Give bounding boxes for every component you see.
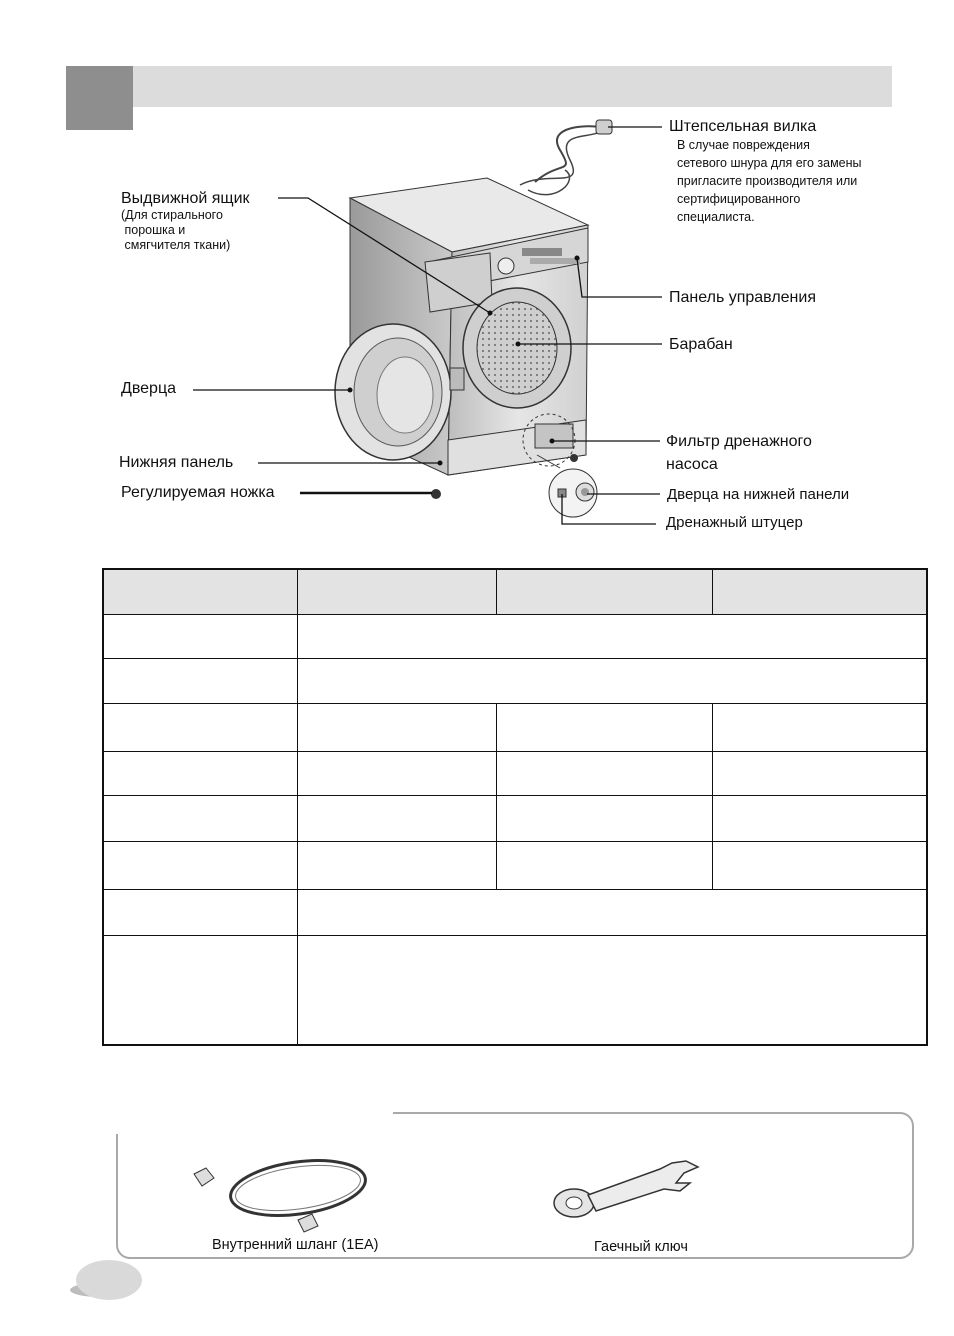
table-cell xyxy=(713,841,928,889)
table-cell xyxy=(298,569,497,614)
table-cell xyxy=(713,751,928,795)
table-cell xyxy=(298,751,497,795)
inlet-hose-icon xyxy=(188,1142,373,1234)
label-control-panel: Панель управления xyxy=(669,289,816,306)
table-cell xyxy=(713,569,928,614)
table-row xyxy=(103,795,927,841)
table-row xyxy=(103,751,927,795)
drawer-note-line: (Для стирального xyxy=(121,208,223,222)
table-row xyxy=(103,703,927,751)
label-plug: Штепсельная вилка xyxy=(669,118,817,135)
label-door: Дверца xyxy=(121,380,177,397)
label-drain-fitting: Дренажный штуцер xyxy=(666,514,803,531)
pump-filter-cover xyxy=(535,424,573,448)
drawer-note-line: смягчителя ткани) xyxy=(121,238,231,252)
table-cell xyxy=(298,658,927,703)
table-cell xyxy=(103,935,298,1045)
label-pump-filter-line2: насоса xyxy=(666,456,718,473)
table-row xyxy=(103,935,927,1045)
table-row xyxy=(103,841,927,889)
plug-note-line: сертифицированного xyxy=(677,192,801,206)
accessory-label-wrench: Гаечный ключ xyxy=(594,1239,688,1255)
drum xyxy=(477,302,557,394)
table-row xyxy=(103,614,927,658)
table-cell xyxy=(103,614,298,658)
table-cell xyxy=(103,889,298,935)
table-cell xyxy=(496,751,712,795)
table-cell xyxy=(103,569,298,614)
program-dial xyxy=(498,258,514,274)
label-lower-panel-door: Дверца на нижней панели xyxy=(667,486,850,503)
table-cell xyxy=(103,658,298,703)
spec-table xyxy=(102,568,928,1046)
washer-diagram xyxy=(0,0,954,560)
table-cell xyxy=(103,703,298,751)
table-cell xyxy=(713,703,928,751)
table-cell xyxy=(496,795,712,841)
plug-note-line: специалиста. xyxy=(677,210,755,224)
drawer-note-line: порошка и xyxy=(121,223,186,237)
wrench-icon xyxy=(552,1157,700,1223)
accessories-box-gap xyxy=(110,1104,393,1134)
table-header-row xyxy=(103,569,927,614)
adjustable-foot-icon xyxy=(431,489,441,499)
table-row xyxy=(103,889,927,935)
table-cell xyxy=(298,935,927,1045)
table-cell xyxy=(298,795,497,841)
table-cell xyxy=(103,795,298,841)
plug-note-line: В случае повреждения xyxy=(677,138,810,152)
label-drawer: Выдвижной ящик xyxy=(121,190,250,207)
plug-note-line: сетевого шнура для его замены xyxy=(677,156,862,170)
table-cell xyxy=(103,841,298,889)
table-row xyxy=(103,658,927,703)
table-cell xyxy=(713,795,928,841)
label-pump-filter: Фильтр дренажного xyxy=(666,433,812,450)
table-cell xyxy=(298,614,927,658)
label-drum: Барабан xyxy=(669,336,733,353)
table-cell xyxy=(103,751,298,795)
accessory-label-hose: Внутренний шланг (1EA) xyxy=(212,1237,379,1253)
plug-note-line: пригласите производителя или xyxy=(677,174,858,188)
table-cell xyxy=(298,703,497,751)
table-cell xyxy=(496,569,712,614)
table-cell xyxy=(496,703,712,751)
table-cell xyxy=(298,889,927,935)
table-cell xyxy=(496,841,712,889)
label-adjustable-foot: Регулируемая ножка xyxy=(121,484,275,501)
page-marker xyxy=(76,1260,142,1300)
table-cell xyxy=(298,841,497,889)
label-lower-panel: Нижняя панель xyxy=(119,454,234,471)
